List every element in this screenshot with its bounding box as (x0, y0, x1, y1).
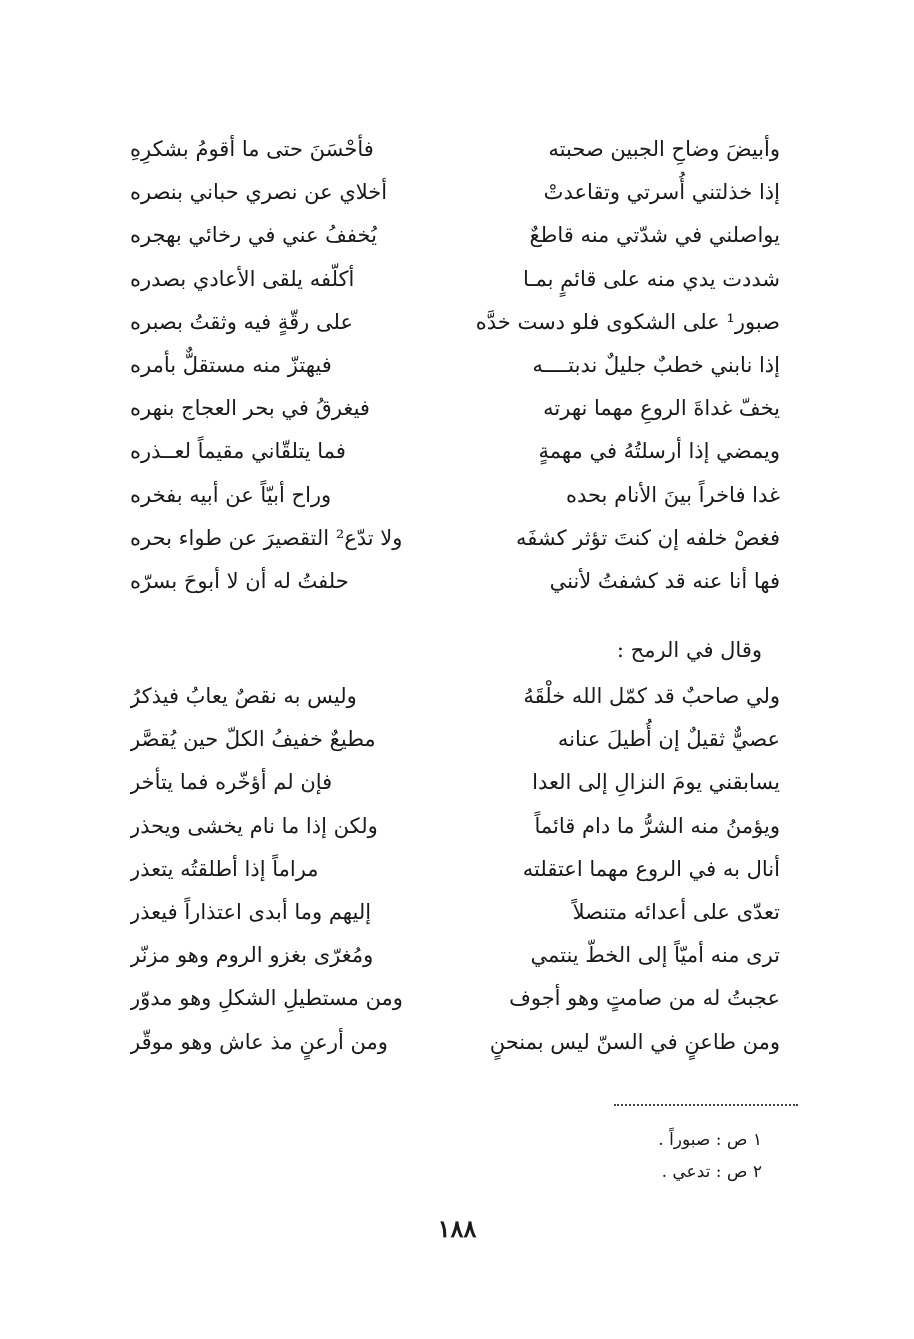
verse-second-hemistich: حلفتُ له أن لا أبوحَ بسرّه (130, 568, 349, 593)
verse-first-hemistich: فغصْ خلفه إن كنتَ تؤثر كشفَه (515, 525, 780, 550)
verse-second-hemistich: أكلّفه يلقى الأعادي بصدره (130, 266, 355, 291)
verse-second-hemistich: ولا تدّع² التقصيرَ عن طواء بحره (130, 525, 403, 550)
verse-first-hemistich: ويمضي إذا أرسلتُهُ في مهمةٍ (538, 439, 780, 464)
verse-first-hemistich: ومن طاعنٍ في السنّ ليس بمنحنٍ (489, 1029, 780, 1054)
verse-first-hemistich: صبور¹ على الشكوى فلو دست خدَّه (475, 309, 780, 334)
verse-first-hemistich: عجبتُ له من صامتٍ وهو أجوف (509, 986, 780, 1011)
verse-first-hemistich: يخفّ غداةَ الروعِ مهما نهرته (543, 396, 780, 421)
verse-second-hemistich: وليس به نقصٌ يعابُ فيذكرُ (130, 684, 357, 708)
verse-second-hemistich: فإن لم أؤخّره فما يتأخر (130, 770, 333, 795)
verse-second-hemistich: إليهم وما أبدى اعتذاراً فيعذر (130, 899, 372, 924)
verse-second-hemistich: على رقّةٍ فيه وثقتُ بصبره (130, 309, 353, 334)
verse-second-hemistich: يُخففُ عني في رخائي بهجره (130, 223, 377, 248)
verse-second-hemistich: ومن أرعنٍ مذ عاش وهو موقّر (130, 1029, 388, 1054)
footnote: ١ ص : صبوراً . (658, 1130, 762, 1150)
verse-first-hemistich: يواصلني في شدّتي منه قاطعٌ (529, 223, 780, 248)
verse-first-hemistich: عصيٌّ ثقيلٌ إن أُطيلَ عنانه (557, 727, 780, 752)
verse-first-hemistich: ولي صاحبٌ قد كمّل الله خلْقَهُ (523, 684, 780, 708)
verse-second-hemistich: فأحْسَنَ حتى ما أقومُ بشكرِهِ (130, 137, 374, 161)
verse-first-hemistich: فها أنا عنه قد كشفتُ لأنني (549, 568, 780, 593)
verse-second-hemistich: ولكن إذا ما نام يخشى ويحذر (130, 813, 378, 838)
verse-first-hemistich: ترى منه أميّاً إلى الخطّ ينتمي (530, 943, 780, 968)
footnotes (658, 1124, 762, 1188)
verse-second-hemistich: فيهتزّ منه مستقلٌّ بأمره (130, 352, 332, 377)
verse-second-hemistich: فيغرقُ في بحر العجاج بنهره (130, 396, 370, 421)
page-number: ١٨٨ (437, 1214, 477, 1243)
verse-second-hemistich: فما يتلقّاني مقيماً لعــذره (130, 439, 346, 464)
verse-second-hemistich: ومن مستطيلِ الشكلِ وهو مدوّر (130, 986, 403, 1011)
verse-first-hemistich: وأبيضَ وضاحِ الجبين صحبته (548, 137, 780, 161)
verse-second-hemistich: مطيعٌ خفيفُ الكلّ حين يُقصَّر (130, 727, 376, 752)
verse-first-hemistich: ويؤمنُ منه الشرُّ ما دام قائماً (534, 813, 780, 838)
verse-second-hemistich: مراماً إذا أطلقتُه يتعذر (130, 856, 319, 881)
poem-stanza-sword (130, 128, 780, 603)
verse-first-hemistich: تعدّى على أعدائه متنصلاً (572, 899, 780, 924)
poem-stanza-spear (130, 675, 780, 1064)
footnote-divider (614, 1104, 798, 1106)
footnote: ٢ ص : تدعي . (661, 1162, 762, 1182)
verse-first-hemistich: إذا نابني خطبٌ جليلٌ ندبتــــه (532, 352, 780, 377)
verse-first-hemistich: غدا فاخراً بينَ الأنام بحده (565, 482, 780, 507)
verse-first-hemistich: يسابقني يومَ النزالِ إلى العدا (532, 770, 780, 795)
verse-first-hemistich: شددت يدي منه على قائمٍ بمـا (522, 266, 780, 291)
poem-intro: وقال في الرمح : (616, 638, 762, 662)
verse-second-hemistich: أخلاي عن نصري حباني بنصره (130, 180, 388, 205)
verse-first-hemistich: إذا خذلتني أُسرتي وتقاعدتْ (543, 180, 780, 205)
verse-first-hemistich: أنال به في الروع مهما اعتقلته (522, 856, 780, 881)
verse-second-hemistich: ومُغرّى بغزو الروم وهو مزنّر (130, 943, 374, 968)
verse-second-hemistich: وراح أبيّاً عن أبيه بفخره (130, 482, 332, 507)
